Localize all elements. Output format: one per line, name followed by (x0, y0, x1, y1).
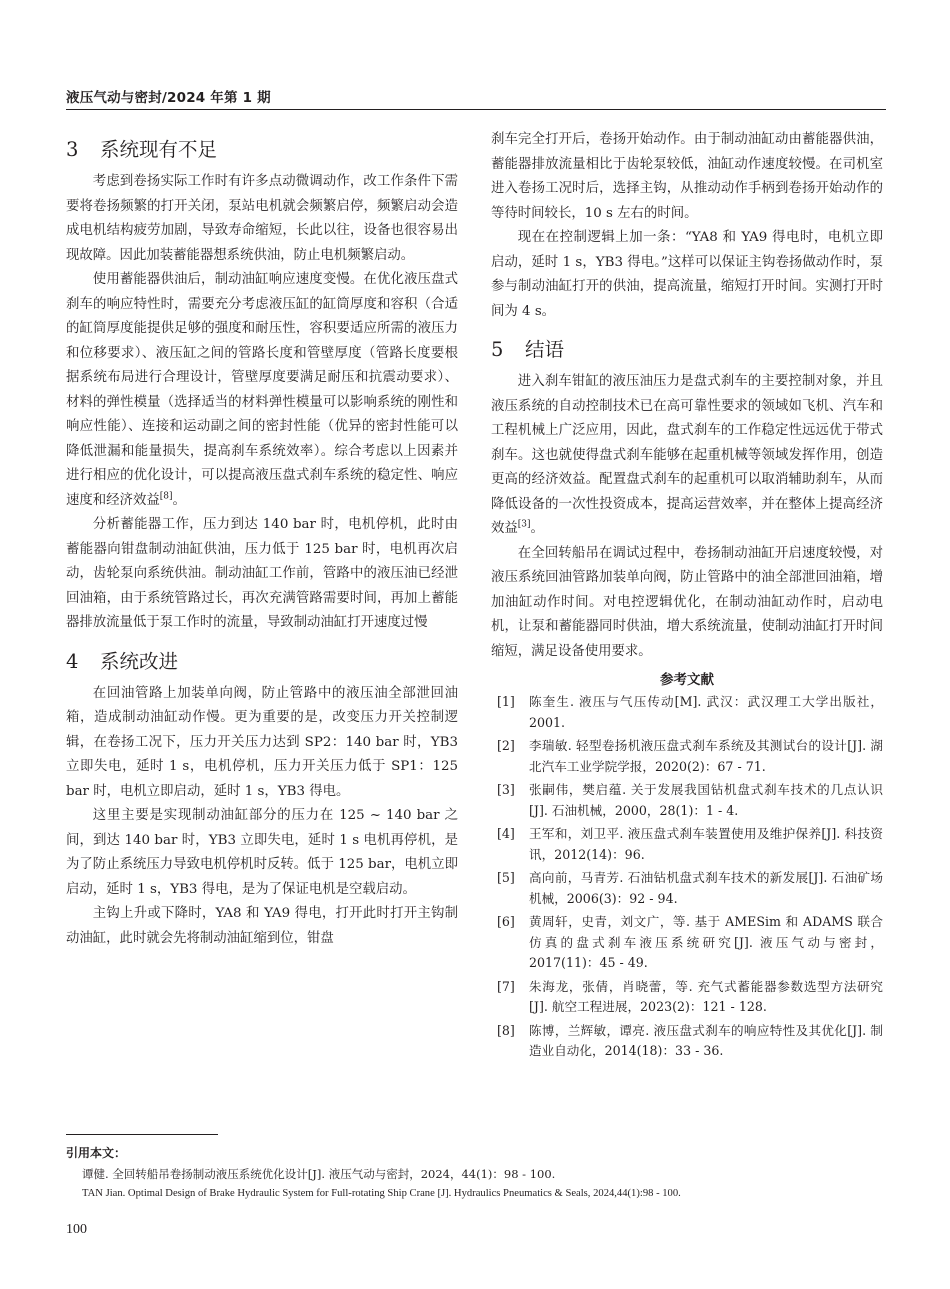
section-3-heading (66, 134, 458, 162)
section-3-title: 系统现有不足 (100, 138, 218, 161)
section-4-paragraph-1: 在回油管路上加装单向阀，防止管路中的液压油全部泄回油箱，造成制动油缸动作慢。更为重要的是，改变压力开关控制逻辑，在卷扬工况下，压力开关压力达到 SP2：140 bar 时，YB3 立即失电，延时 1 s，电机停机，压力开关压力低于 SP1：125 bar 时，电机立即启动，延时 1 s，YB3 得电。 (66, 685, 458, 799)
section-4-number: 4 (66, 649, 79, 673)
reference-item: [3] 张嗣伟，樊启蕴. 关于发展我国钻机盘式刹车技术的几点认识[J]. 石油机械，2000，28(1)：1 - 4. (497, 782, 883, 818)
right-column (491, 128, 883, 1065)
section-3-paragraph-3: 分析蓄能器工作，压力到达 140 bar 时，电机停机，此时由蓄能器向钳盘制动油缸供油，压力低于 125 bar 时，电机再次启动，齿轮泵向系统供油。制动油缸工作前，管路中的液压油已经泄回油箱，由于系统管路过长，再次充满管路需要时间，再加上蓄能器排放流量低于泵工作时的流量，导致制动油缸打开速度过慢 (66, 517, 458, 630)
section-4-paragraph-3: 主钩上升或下降时，YA8 和 YA9 得电，打开此时打开主钩制动油缸，此时就会先将制动油缸缩到位，钳盘 (66, 906, 458, 946)
section-5-paragraph-1: 进入刹车钳缸的液压油压力是盘式刹车的主要控制对象，并且液压系统的自动控制技术已在高可靠性要求的领域如飞机、汽车和工程机械上广泛应用，因此，盘式刹车的工作稳定性远远优于带式刹车。这也就使得盘式刹车能够在起重机械等领域发挥作用，创造更高的经济效益。配置盘式刹车的起重机可以取消辅助刹车，从而降低设备的一次性投资成本，提高运营效率，并在整体上提高经济效益[3]。 (491, 374, 883, 536)
citation-3: [3] (517, 519, 531, 530)
citation-english: TAN Jian. Optimal Design of Brake Hydraulic System for Full-rotating Ship Crane [J]. Hydraulics Pneumatics & Seals, 2024,44(1):98 - 100. (82, 1188, 681, 1199)
running-header: 液压气动与密封/2024 年第 1 期 (66, 90, 271, 106)
section-5-paragraph-2: 在全回转船吊在调试过程中，卷扬制动油缸开启速度较慢，对液压系统回油管路加装单向阀，防止管路中的油全部泄回油箱，增加油缸动作时间。对电控逻辑优化，在制动油缸动作时，启动电机，让泵和蓄能器同时供油，增大系统流量，使制动油缸打开时间缩短，满足设备使用要求。 (491, 545, 883, 659)
control-logic-paragraph: 现在在控制逻辑上加一条：“YA8 和 YA9 得电时，电机立即启动，延时 1 s，YB3 得电。”这样可以保证主钩卷扬做动作时，泵参与制动油缸打开的供油，提高流量，缩短打开时间。实测打开时间为 4 s。 (491, 230, 883, 319)
citation-chinese: 谭健. 全回转船吊卷扬制动液压系统优化设计[J]. 液压气动与密封，2024，44(1)：98 - 100. (82, 1167, 556, 1181)
left-column (66, 128, 458, 951)
section-3-paragraph-2: 使用蓄能器供油后，制动油缸响应速度变慢。在优化液压盘式刹车的响应特性时，需要充分考虑液压缸的缸筒厚度和容积（合适的缸筒厚度能提供足够的强度和耐压性，容积要适应所需的液压力和位移要求）、液压缸之间的管路长度和管壁厚度（管路长度要根据系统布局进行合理设计，管壁厚度要满足耐压和抗震动要求）、材料的弹性模量（选择适当的材料弹性模量可以影响系统的刚性和响应性能）、连接和运动副之间的密封性能（优异的密封性能可以降低泄漏和能量损失，提高刹车系统效率）。综合考虑以上因素并进行相应的优化设计，可以提高液压盘式刹车系统的稳定性、响应速度和经济效益[8]。 (66, 272, 458, 508)
section-5-number: 5 (491, 338, 504, 361)
reference-item: [5] 高向前，马青芳. 石油钻机盘式刹车技术的新发展[J]. 石油矿场机械，2006(3)：92 - 94. (497, 870, 883, 906)
reference-item: [4] 王军和，刘卫平. 液压盘式刹车装置使用及维护保养[J]. 科技资讯，2012(14)：96. (497, 826, 883, 862)
reference-item: [7] 朱海龙，张倩，肖晓蕾，等. 充气式蓄能器参数选型方法研究[J]. 航空工程进展，2023(2)：121 - 128. (497, 978, 883, 1014)
references-list (491, 692, 883, 1062)
section-5-title: 结语 (525, 338, 565, 361)
reference-item: [6] 黄周轩，史青，刘文广，等. 基于 AMESim 和 ADAMS 联合仿真的盘式刹车液压系统研究[J]. 液压气动与密封，2017(11)：45 - 49. (497, 914, 883, 970)
section-3-number: 3 (66, 138, 79, 161)
section-4-title: 系统改进 (100, 649, 179, 673)
header-rule (66, 109, 886, 110)
citation-8: [8] (159, 491, 173, 502)
section-3-paragraph-1: 考虑到卷扬实际工作时有许多点动微调动作，改工作条件下需要将卷扬频繁的打开关闭，泵站电机就会频繁启停，频繁启动会造成电机结构疲劳加剧，导致寿命缩短，长此以往，设备也很容易出现故障。因此加装蓄能器想系统供油，防止电机频繁启动。 (66, 174, 458, 263)
references-title: 参考文献 (660, 672, 714, 688)
section-4-paragraph-2: 这里主要是实现制动油缸部分的压力在 125 ~ 140 bar 之间，到达 140 bar 时，YB3 立即失电，延时 1 s 电机再停机，是为了防止系统压力导致电机停机时反转。低于 125 bar，电机立即启动，延时 1 s，YB3 得电，是为了保证电机是空载启动。 (66, 808, 458, 897)
page-number: 100 (66, 1222, 87, 1237)
section-4-heading (66, 646, 458, 674)
citation-title: 引用本文： (66, 1146, 127, 1160)
reference-item: [8] 陈博，兰辉敏，谭亮. 液压盘式刹车的响应特性及其优化[J]. 制造业自动化，2014(18)：33 - 36. (497, 1022, 883, 1058)
footnote-rule (66, 1134, 218, 1135)
reference-item: [2] 李瑞敏. 轻型卷扬机液压盘式刹车系统及其测试台的设计[J]. 湖北汽车工业学院学报，2020(2)：67 - 71. (497, 738, 883, 774)
section-5-heading (491, 334, 883, 362)
reference-item: [1] 陈奎生. 液压与气压传动[M]. 武汉：武汉理工大学出版社，2001. (497, 694, 883, 730)
continued-paragraph: 刹车完全打开后，卷扬开始动作。由于制动油缸动由蓄能器供油，蓄能器排放流量相比于齿轮泵较低，油缸动作速度较慢。在司机室进入卷扬工况时后，选择主钩，从推动动作手柄到卷扬开始动作的等待时间较长，10 s 左右的时间。 (491, 132, 883, 221)
